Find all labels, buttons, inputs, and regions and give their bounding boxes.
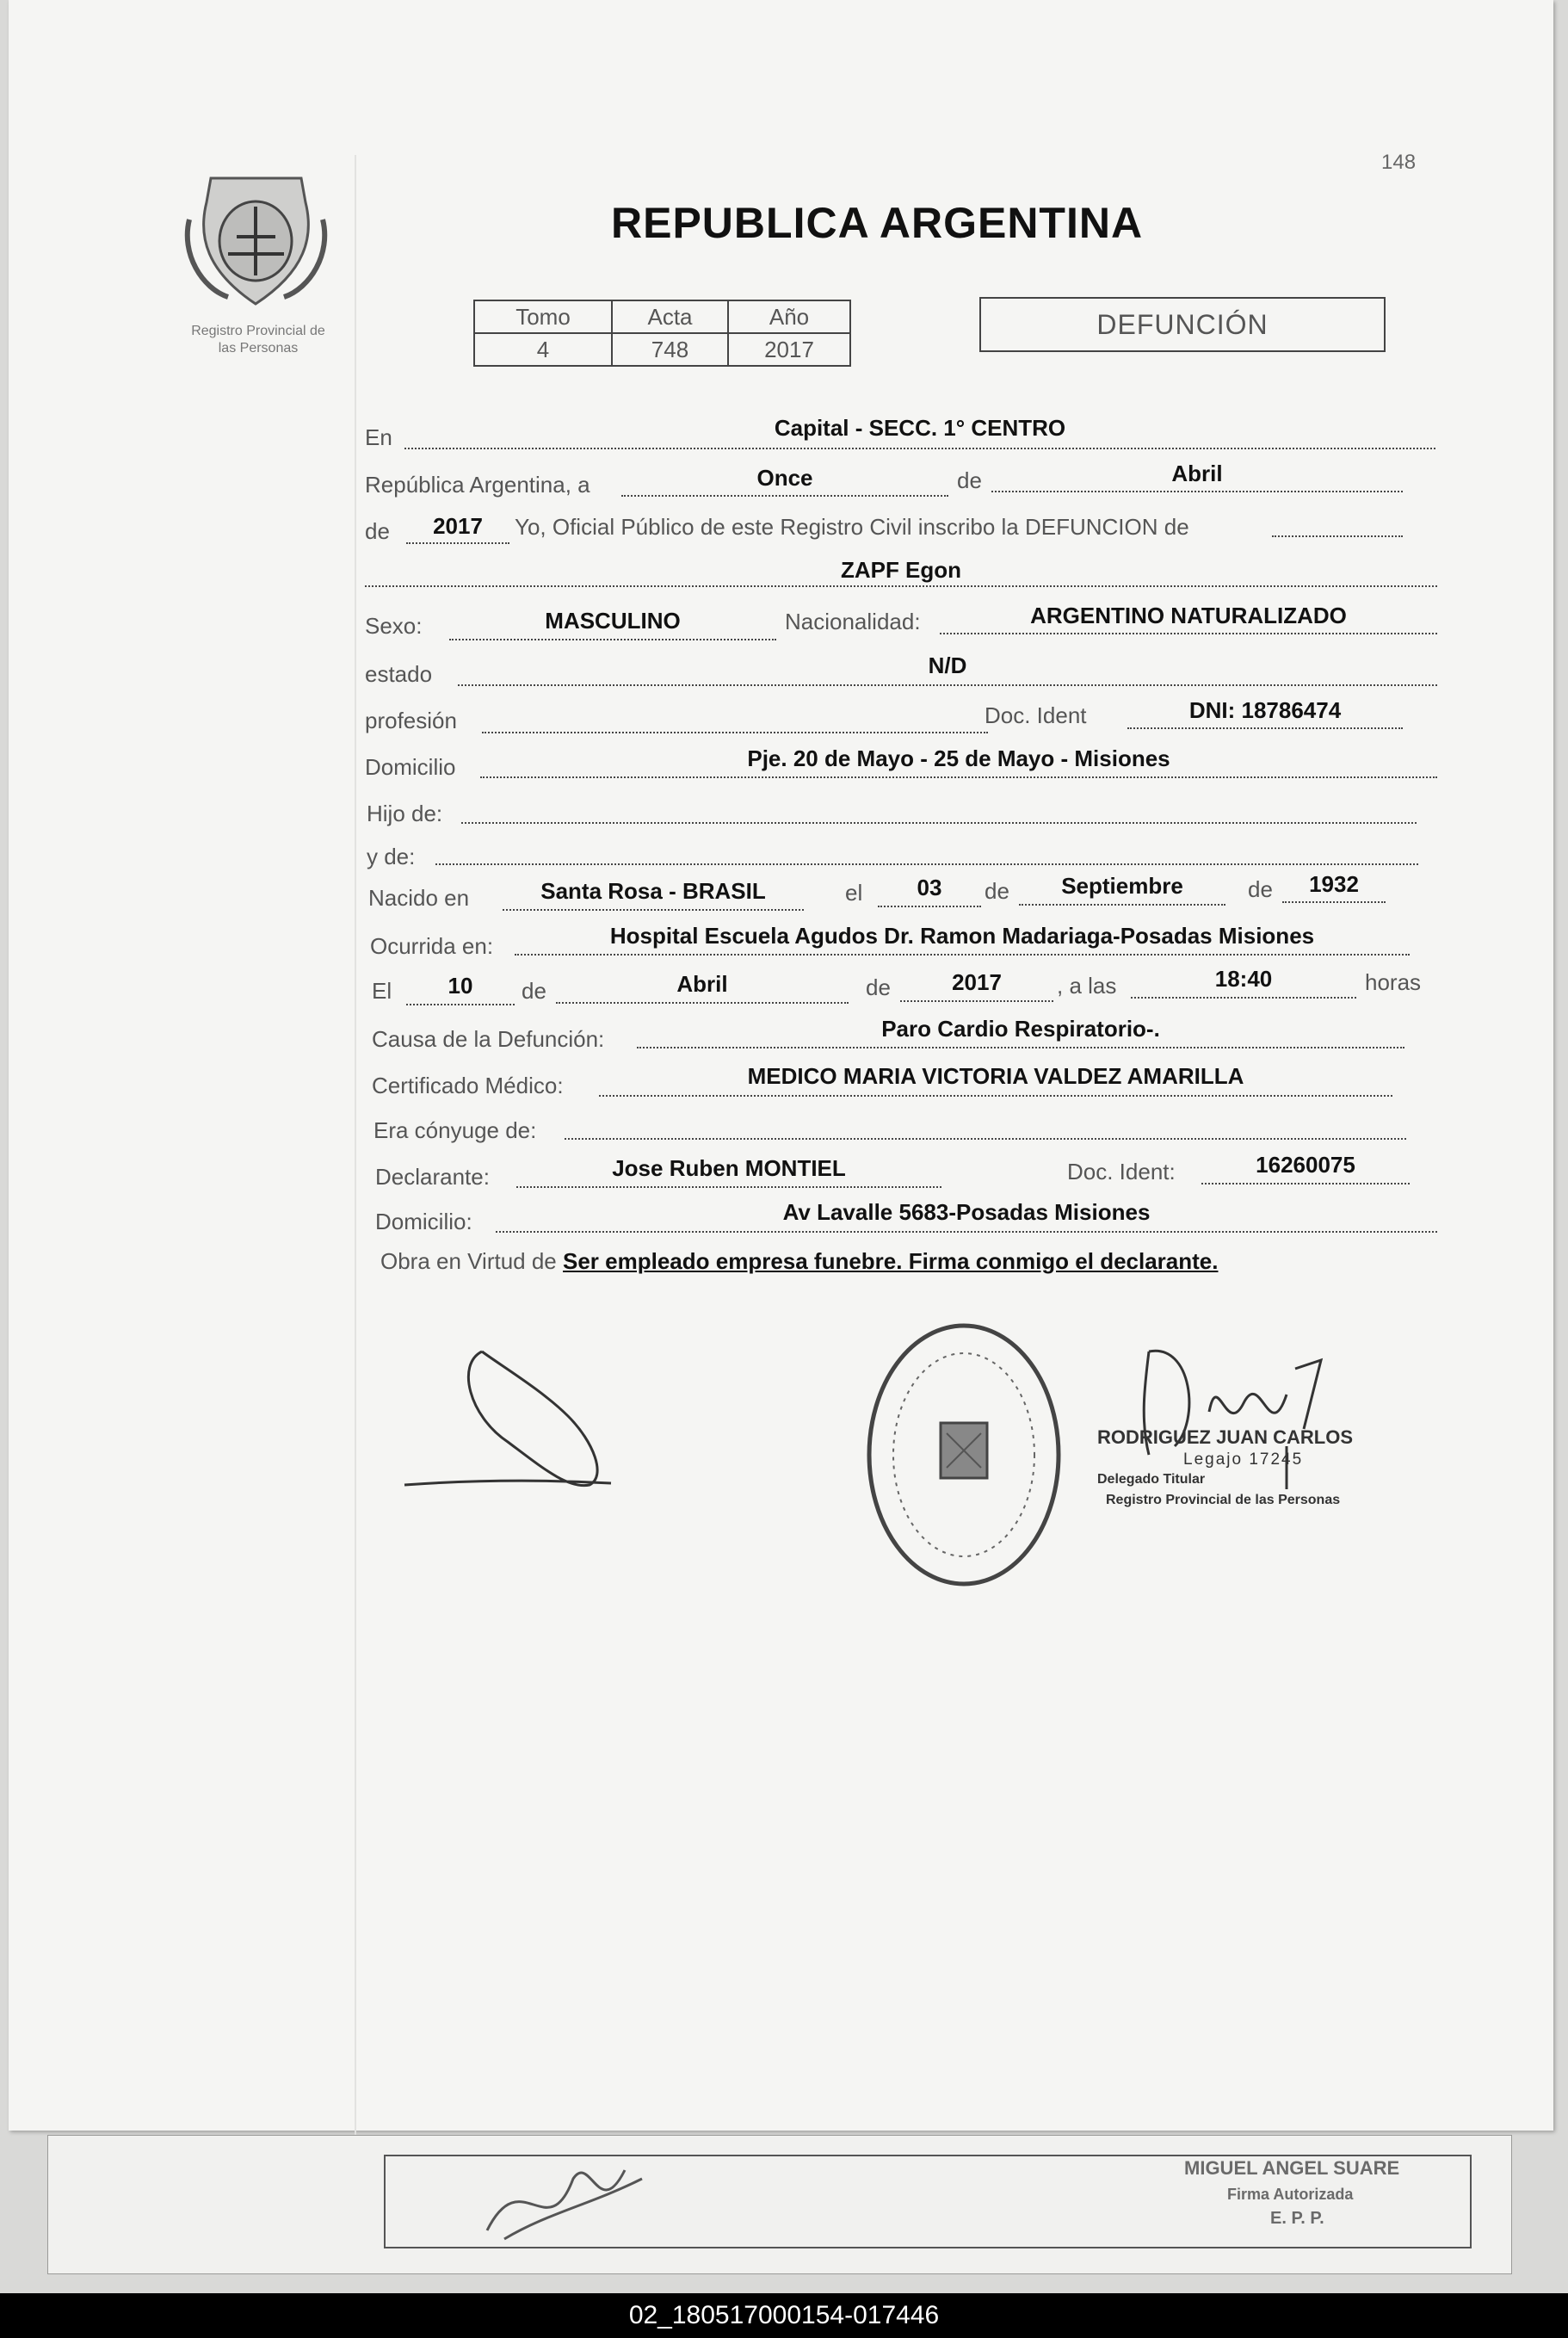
nacionalidad-line — [940, 633, 1437, 634]
ref-header-acta: Acta — [612, 300, 728, 333]
doc-ident2-label: Doc. Ident: — [1067, 1159, 1176, 1184]
de-label-3: de — [985, 878, 1009, 904]
obra-line — [380, 1248, 1218, 1275]
death-year: 2017 — [952, 969, 1002, 995]
sheet-spine — [355, 155, 356, 2135]
ocurrida-label: Ocurrida en: — [370, 933, 494, 959]
hijo-label: Hijo de: — [367, 801, 443, 826]
death-day-line — [406, 1004, 515, 1005]
en-value: Capital - SECC. 1° CENTRO — [774, 415, 1066, 441]
birth-day: 03 — [917, 875, 942, 900]
yde-label: y de: — [367, 844, 416, 869]
domicilio2-value: Av Lavalle 5683-Posadas Misiones — [782, 1199, 1151, 1225]
obra-label: Obra en Virtud de — [380, 1248, 557, 1274]
inscribo-line — [1272, 535, 1403, 537]
certificate-sheet — [9, 0, 1553, 2131]
birth-month: Septiembre — [1061, 873, 1183, 899]
year-value: 2017 — [433, 513, 483, 539]
death-day: 10 — [448, 973, 473, 999]
ref-header-tomo: Tomo — [474, 300, 612, 333]
underlying-signature-icon — [470, 2144, 659, 2256]
birth-day-line — [878, 906, 981, 907]
causa-line — [637, 1047, 1404, 1048]
certificado-value: MEDICO MARIA VICTORIA VALDEZ AMARILLA — [747, 1063, 1244, 1089]
domicilio2-line — [496, 1231, 1437, 1233]
underlying-initials: E. P. P. — [1270, 2209, 1324, 2228]
declarant-signature-icon — [396, 1339, 628, 1498]
estado-value: N/D — [928, 653, 967, 678]
en-label: En — [365, 424, 392, 450]
nacido-line — [503, 909, 804, 911]
ocurrida-line — [515, 954, 1410, 956]
de-label-1: de — [957, 467, 982, 493]
en-line — [404, 448, 1435, 449]
domicilio-value: Pje. 20 de Mayo - 25 de Mayo - Misiones — [747, 745, 1170, 771]
doc-ident2-value: 16260075 — [1256, 1152, 1355, 1178]
official-registry: Registro Provincial de las Personas — [1106, 1493, 1341, 1507]
registry-caption: Registro Provincial de las Personas — [191, 324, 325, 356]
obra-value: Ser empleado empresa funebre. Firma conmigo el declarante. — [563, 1248, 1219, 1274]
ref-value-acta: 748 — [612, 333, 728, 366]
deceased-name: ZAPF Egon — [840, 557, 962, 583]
province-coat-of-arms-icon — [176, 168, 336, 310]
estado-label: estado — [365, 661, 433, 687]
ref-value-tomo: 4 — [474, 333, 612, 366]
name-line — [365, 585, 1437, 587]
year-line — [406, 542, 509, 544]
declarante-value: Jose Ruben MONTIEL — [612, 1155, 846, 1181]
underlying-firma: Firma Autorizada — [1227, 2186, 1354, 2203]
death-time-line — [1131, 997, 1356, 999]
month-line — [991, 491, 1403, 492]
conyuge-line — [565, 1138, 1406, 1140]
sexo-value: MASCULINO — [545, 608, 681, 634]
de-label-5: de — [522, 978, 546, 1004]
page-number: 148 — [1381, 151, 1417, 174]
profesion-line — [482, 732, 988, 733]
nacionalidad-label: Nacionalidad: — [785, 609, 921, 634]
day-line — [621, 495, 948, 497]
ref-value-anio: 2017 — [728, 333, 850, 366]
doc-ident-line — [1127, 727, 1403, 729]
alas-label: , a las — [1057, 973, 1117, 999]
footer-id: 02_180517000154-017446 — [628, 2301, 940, 2329]
day-value: Once — [756, 465, 813, 491]
hijo-line — [461, 822, 1417, 824]
declarante-line — [516, 1186, 941, 1188]
ref-header-anio: Año — [728, 300, 850, 333]
domicilio2-label: Domicilio: — [375, 1209, 472, 1234]
doc-ident-label: Doc. Ident — [985, 702, 1087, 728]
estado-line — [458, 684, 1437, 686]
profesion-label: profesión — [365, 708, 457, 733]
death-year-line — [900, 1000, 1053, 1002]
republica-label: República Argentina, a — [365, 472, 590, 498]
de-label-4: de — [1248, 876, 1273, 902]
certificado-label: Certificado Médico: — [372, 1073, 564, 1098]
nacido-value: Santa Rosa - BRASIL — [540, 878, 766, 904]
page-title: REPUBLICA ARGENTINA — [611, 199, 1144, 247]
domicilio-label: Domicilio — [365, 754, 456, 780]
birth-month-line — [1019, 904, 1225, 906]
yde-line — [435, 863, 1418, 865]
conyuge-label: Era cónyuge de: — [373, 1117, 537, 1143]
doc-ident2-line — [1201, 1183, 1410, 1184]
underlying-sheet — [47, 2135, 1512, 2274]
de-label-6: de — [866, 974, 891, 1000]
document-type-box: DEFUNCIÓN — [979, 297, 1386, 352]
official-seal-icon — [856, 1313, 1071, 1597]
domicilio-line — [480, 776, 1437, 778]
birth-year: 1932 — [1309, 871, 1359, 897]
horas-label: horas — [1365, 969, 1422, 995]
footer-id-bar — [0, 2293, 1568, 2338]
death-month: Abril — [676, 971, 728, 997]
month-value: Abril — [1171, 461, 1223, 486]
nacido-label: Nacido en — [368, 885, 470, 911]
underlying-stamp-name: MIGUEL ANGEL SUARE — [1184, 2157, 1400, 2179]
death-time: 18:40 — [1214, 966, 1273, 992]
el-label: el — [845, 880, 863, 906]
official-legajo: Legajo 17245 — [1183, 1450, 1304, 1469]
nacionalidad-value: ARGENTINO NATURALIZADO — [1030, 603, 1347, 628]
de-label-2: de — [365, 518, 390, 544]
causa-label: Causa de la Defunción: — [372, 1026, 605, 1052]
el2-label: El — [372, 978, 392, 1004]
official-name: RODRIGUEZ JUAN CARLOS — [1097, 1426, 1354, 1448]
certificado-line — [599, 1095, 1392, 1097]
doc-ident-value: DNI: 18786474 — [1188, 697, 1342, 723]
official-role: Delegado Titular — [1097, 1472, 1206, 1487]
birth-year-line — [1282, 901, 1386, 903]
death-month-line — [556, 1002, 849, 1004]
sexo-label: Sexo: — [365, 613, 423, 639]
reference-table — [473, 300, 851, 367]
sexo-line — [449, 639, 776, 640]
ocurrida-value: Hospital Escuela Agudos Dr. Ramon Madariaga-Posadas Misiones — [609, 923, 1315, 949]
declarante-label: Declarante: — [375, 1164, 490, 1190]
inscribo-text: Yo, Oficial Público de este Registro Civil inscribo la DEFUNCION de — [515, 514, 1189, 540]
causa-value: Paro Cardio Respiratorio-. — [881, 1016, 1160, 1042]
